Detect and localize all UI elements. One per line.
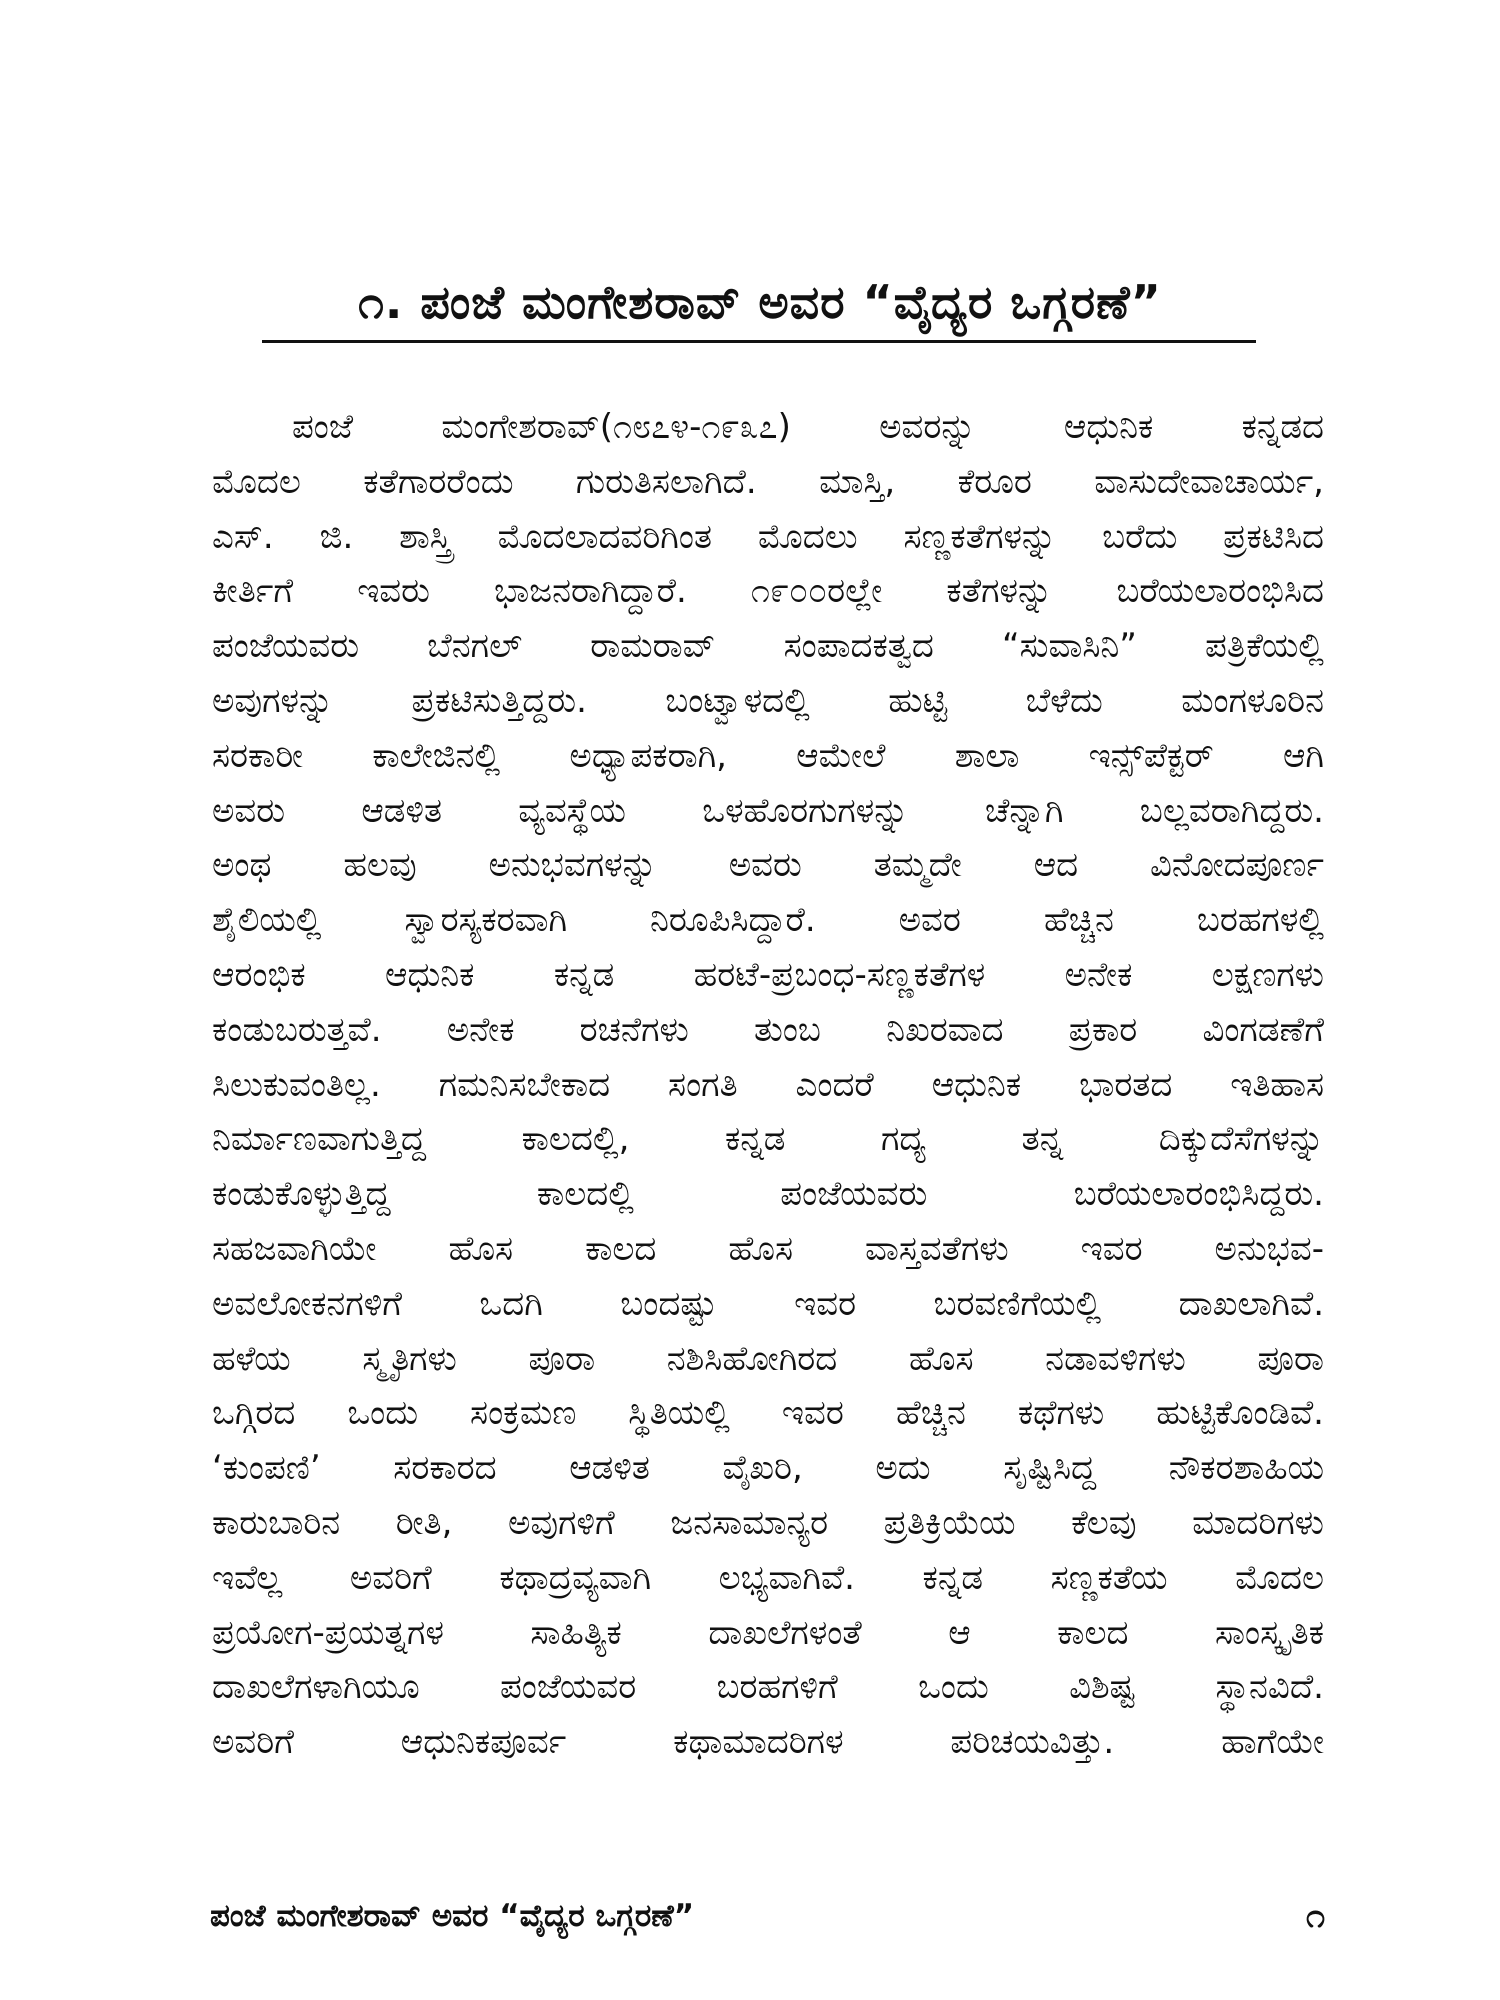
- body-line: ಕಂಡುಬರುತ್ತವೆ. ಅನೇಕ ರಚನೆಗಳು ತುಂಬ ನಿಖರವಾದ ಪ್ರಕಾರ ವಿಂಗಡಣೆಗೆ: [212, 1009, 1324, 1050]
- page-number: ೧: [1305, 1896, 1325, 1936]
- body-line: ಆರಂಭಿಕ ಆಧುನಿಕ ಕನ್ನಡ ಹರಟೆ-ಪ್ರಬಂಧ-ಸಣ್ಣಕತೆಗಳ ಅನೇಕ ಲಕ್ಷಣಗಳು: [212, 954, 1324, 995]
- body-line: ಅವಲೋಕನಗಳಿಗೆ ಒದಗಿ ಬಂದಷ್ಟು ಇವರ ಬರವಣಿಗೆಯಲ್ಲಿ ದಾಖಲಾಗಿವೆ.: [212, 1283, 1324, 1324]
- body-line: ಸಿಲುಕುವಂತಿಲ್ಲ. ಗಮನಿಸಬೇಕಾದ ಸಂಗತಿ ಎಂದರೆ ಆಧುನಿಕ ಭಾರತದ ಇತಿಹಾಸ: [212, 1064, 1324, 1105]
- body-line: ‘ಕುಂಪಣಿ’ ಸರಕಾರದ ಆಡಳಿತ ವೈಖರಿ, ಅದು ಸೃಷ್ಟಿಸಿದ್ದ ನೌಕರಶಾಹಿಯ: [212, 1448, 1324, 1489]
- page-footer: [210, 1890, 1325, 1941]
- body-line: ಅಂಥ ಹಲವು ಅನುಭವಗಳನ್ನು ಅವರು ತಮ್ಮದೇ ಆದ ವಿನೋದಪೂರ್ಣ: [212, 845, 1324, 886]
- body-line: ಎಸ್. ಜಿ. ಶಾಸ್ತ್ರಿ ಮೊದಲಾದವರಿಗಿಂತ ಮೊದಲು ಸಣ್ಣಕತೆಗಳನ್ನು ಬರೆದು ಪ್ರಕಟಿಸಿದ: [212, 516, 1324, 557]
- body-line: ಸಹಜವಾಗಿಯೇ ಹೊಸ ಕಾಲದ ಹೊಸ ವಾಸ್ತವತೆಗಳು ಇವರ ಅನುಭವ-: [212, 1228, 1324, 1269]
- body-line: ಇವೆಲ್ಲ ಅವರಿಗೆ ಕಥಾದ್ರವ್ಯವಾಗಿ ಲಭ್ಯವಾಗಿವೆ. ಕನ್ನಡ ಸಣ್ಣಕತೆಯ ಮೊದಲ: [212, 1557, 1324, 1598]
- body-line: ಪಂಜೆ ಮಂಗೇಶರಾವ್(೧೮೭೪-೧೯೩೭) ಅವರನ್ನು ಆಧುನಿಕ ಕನ್ನಡದ: [292, 407, 1324, 447]
- body-line: ಅವರಿಗೆ ಆಧುನಿಕಪೂರ್ವ ಕಥಾಮಾದರಿಗಳ ಪರಿಚಯವಿತ್ತು. ಹಾಗೆಯೇ: [212, 1722, 1324, 1763]
- body-line: ಕೀರ್ತಿಗೆ ಇವರು ಭಾಜನರಾಗಿದ್ದಾರೆ. ೧೯೦೦ರಲ್ಲೇ ಕತೆಗಳನ್ನು ಬರೆಯಲಾರಂಭಿಸಿದ: [212, 571, 1324, 612]
- title-underline: [262, 340, 1256, 343]
- body-line: ಅವುಗಳನ್ನು ಪ್ರಕಟಿಸುತ್ತಿದ್ದರು. ಬಂಟ್ವಾಳದಲ್ಲಿ ಹುಟ್ಟಿ ಬೆಳೆದು ಮಂಗಳೂರಿನ: [212, 680, 1324, 721]
- body-line: ಅವರು ಆಡಳಿತ ವ್ಯವಸ್ಥೆಯ ಒಳಹೊರಗುಗಳನ್ನು ಚೆನ್ನಾಗಿ ಬಲ್ಲವರಾಗಿದ್ದರು.: [212, 790, 1324, 831]
- body-line: ಪಂಜೆಯವರು ಬೆನಗಲ್ ರಾಮರಾವ್ ಸಂಪಾದಕತ್ವದ “ಸುವಾಸಿನಿ” ಪತ್ರಿಕೆಯಲ್ಲಿ: [212, 626, 1324, 667]
- body-line: ಶೈಲಿಯಲ್ಲಿ ಸ್ವಾರಸ್ಯಕರವಾಗಿ ನಿರೂಪಿಸಿದ್ದಾರೆ. ಅವರ ಹೆಚ್ಚಿನ ಬರಹಗಳಲ್ಲಿ: [212, 900, 1324, 941]
- body-line: ಹಳೆಯ ಸ್ಮೃತಿಗಳು ಪೂರಾ ನಶಿಸಿಹೋಗಿರದ ಹೊಸ ನಡಾವಳಿಗಳು ಪೂರಾ: [212, 1338, 1324, 1379]
- body-line: ಒಗ್ಗಿರದ ಒಂದು ಸಂಕ್ರಮಣ ಸ್ಥಿತಿಯಲ್ಲಿ ಇವರ ಹೆಚ್ಚಿನ ಕಥೆಗಳು ಹುಟ್ಟಿಕೊಂಡಿವೆ.: [212, 1393, 1324, 1434]
- body-line: ಕಾರುಬಾರಿನ ರೀತಿ, ಅವುಗಳಿಗೆ ಜನಸಾಮಾನ್ಯರ ಪ್ರತಿಕ್ರಿಯೆಯ ಕೆಲವು ಮಾದರಿಗಳು: [212, 1502, 1324, 1543]
- body-line: ಸರಕಾರೀ ಕಾಲೇಜಿನಲ್ಲಿ ಅಧ್ಯಾಪಕರಾಗಿ, ಆಮೇಲೆ ಶಾಲಾ ಇನ್ಸ್‌ಪೆಕ್ಟರ್ ಆಗಿ: [212, 735, 1324, 776]
- body-line: ದಾಖಲೆಗಳಾಗಿಯೂ ಪಂಜೆಯವರ ಬರಹಗಳಿಗೆ ಒಂದು ವಿಶಿಷ್ಟ ಸ್ಥಾನವಿದೆ.: [212, 1667, 1324, 1708]
- chapter-title: ೧. ಪಂಜೆ ಮಂಗೇಶರಾವ್ ಅವರ “ವೈದ್ಯರ ಒಗ್ಗರಣೆ”: [358, 275, 1162, 329]
- running-head: ಪಂಜೆ ಮಂಗೇಶರಾವ್ ಅವರ “ವೈದ್ಯರ ಒಗ್ಗರಣೆ”: [210, 1898, 695, 1934]
- body-line: ಕಂಡುಕೊಳ್ಳುತ್ತಿದ್ದ ಕಾಲದಲ್ಲಿ ಪಂಜೆಯವರು ಬರೆಯಲಾರಂಭಿಸಿದ್ದರು.: [212, 1174, 1324, 1215]
- body-line: ಪ್ರಯೋಗ-ಪ್ರಯತ್ನಗಳ ಸಾಹಿತ್ಯಿಕ ದಾಖಲೆಗಳಂತೆ ಆ ಕಾಲದ ಸಾಂಸ್ಕೃತಿಕ: [212, 1612, 1324, 1653]
- body-line: ನಿರ್ಮಾಣವಾಗುತ್ತಿದ್ದ ಕಾಲದಲ್ಲಿ, ಕನ್ನಡ ಗದ್ಯ ತನ್ನ ದಿಕ್ಕುದೆಸೆಗಳನ್ನು: [212, 1119, 1324, 1160]
- body-paragraph: [212, 400, 1324, 1770]
- body-line: ಮೊದಲ ಕತೆಗಾರರೆಂದು ಗುರುತಿಸಲಾಗಿದೆ. ಮಾಸ್ತಿ, ಕೆರೂರ ವಾಸುದೇವಾಚಾರ್ಯ,: [212, 461, 1324, 502]
